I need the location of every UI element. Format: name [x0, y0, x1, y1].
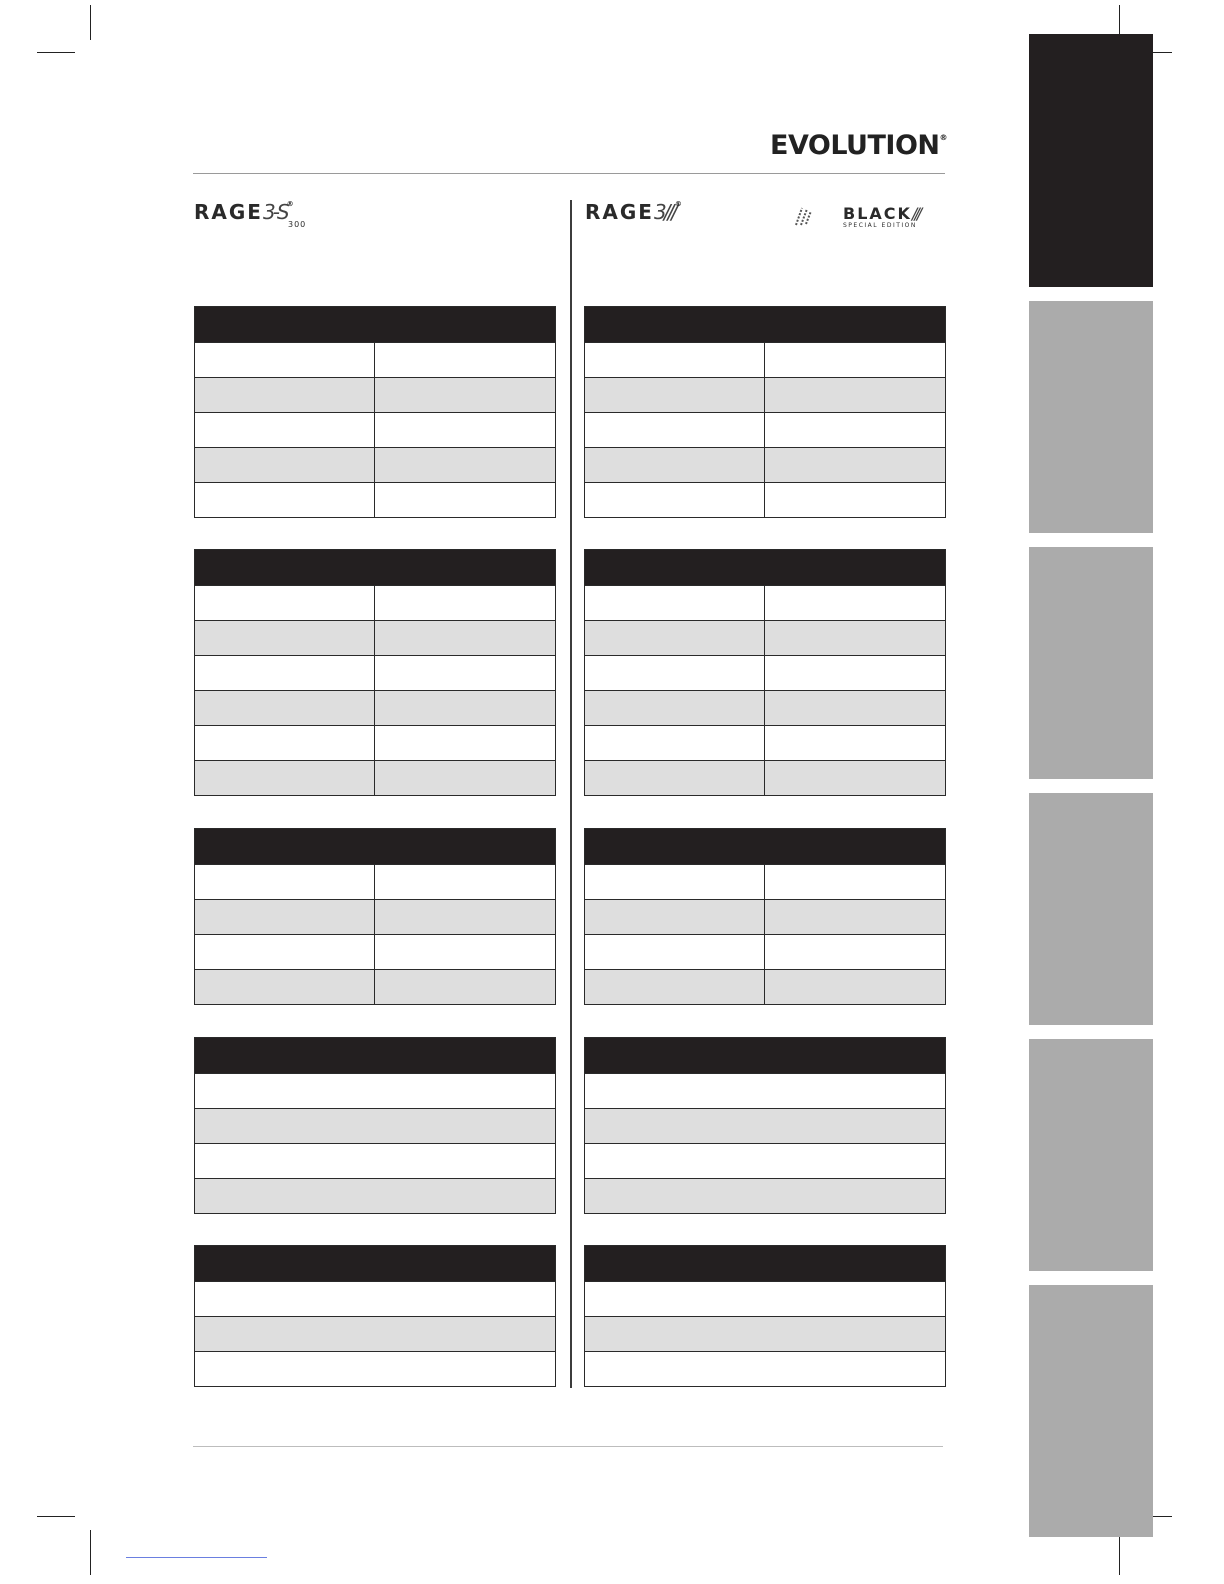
table-row	[195, 899, 555, 934]
table-row	[585, 690, 945, 725]
table-row	[585, 1143, 945, 1178]
table-row	[195, 1143, 555, 1178]
table-row	[195, 864, 555, 899]
spec-table-header	[195, 1038, 555, 1073]
spec-table-left-4	[194, 1037, 556, 1214]
spec-table-header	[585, 829, 945, 864]
table-row	[195, 1108, 555, 1143]
spec-table-right-1	[584, 306, 946, 518]
product-mark-rage3: RAGE3///®	[585, 200, 684, 224]
crop-mark	[90, 1530, 91, 1575]
table-row	[195, 412, 555, 447]
table-row	[585, 1281, 945, 1316]
brand-logo-text: EVOLUTION	[770, 130, 940, 161]
link-underline[interactable]	[126, 1557, 267, 1558]
table-row	[195, 1351, 555, 1386]
table-row	[585, 1351, 945, 1386]
spec-table-left-5	[194, 1245, 556, 1387]
table-row	[195, 342, 555, 377]
product-mark-rage3s: RAGE3-S® 300	[194, 200, 307, 229]
table-row	[195, 585, 555, 620]
spec-table-right-2	[584, 549, 946, 796]
header-rule	[193, 173, 945, 174]
column-divider	[570, 200, 572, 1388]
table-row	[195, 447, 555, 482]
spec-table-header	[195, 307, 555, 342]
spec-table-header	[585, 307, 945, 342]
edition-mark-black: BLACK/// SPECIAL EDITION	[843, 204, 920, 229]
table-row	[585, 1073, 945, 1108]
table-row	[195, 725, 555, 760]
table-row	[585, 899, 945, 934]
table-row	[585, 412, 945, 447]
table-row	[585, 969, 945, 1004]
spec-table-right-3	[584, 828, 946, 1005]
product-mark-sub: 300	[288, 220, 307, 229]
table-row	[195, 1178, 555, 1213]
spec-table-header	[195, 829, 555, 864]
crop-mark	[37, 52, 75, 53]
table-row	[195, 377, 555, 412]
spec-table-header	[585, 1038, 945, 1073]
table-row	[585, 725, 945, 760]
spec-table-left-2	[194, 549, 556, 796]
brand-reg: ®	[939, 133, 947, 142]
table-row	[195, 482, 555, 517]
footer-rule	[193, 1446, 943, 1447]
table-row	[585, 1178, 945, 1213]
spec-table-right-5	[584, 1245, 946, 1387]
crop-mark	[37, 1516, 75, 1517]
table-row	[585, 377, 945, 412]
edition-mark-sub: SPECIAL EDITION	[843, 222, 917, 229]
section-tab-2[interactable]	[1029, 301, 1153, 533]
table-row	[585, 585, 945, 620]
table-row	[195, 620, 555, 655]
table-row	[585, 620, 945, 655]
spec-table-header	[585, 1246, 945, 1281]
table-row	[195, 655, 555, 690]
section-tab-1[interactable]	[1029, 34, 1153, 287]
spec-table-left-1	[194, 306, 556, 518]
table-row	[585, 1108, 945, 1143]
table-row	[195, 1281, 555, 1316]
section-tab-4[interactable]	[1029, 793, 1153, 1025]
crop-mark	[90, 5, 91, 40]
table-row	[585, 447, 945, 482]
spec-table-header	[195, 1246, 555, 1281]
table-row	[195, 1073, 555, 1108]
table-row	[585, 864, 945, 899]
claw-icon	[792, 206, 814, 226]
table-row	[195, 690, 555, 725]
table-row	[585, 1316, 945, 1351]
table-row	[195, 1316, 555, 1351]
spec-table-header	[585, 550, 945, 585]
section-tab-3[interactable]	[1029, 547, 1153, 779]
spec-table-left-3	[194, 828, 556, 1005]
table-row	[195, 760, 555, 795]
table-row	[585, 482, 945, 517]
table-row	[585, 342, 945, 377]
table-row	[195, 969, 555, 1004]
spec-table-right-4	[584, 1037, 946, 1214]
table-row	[195, 934, 555, 969]
brand-logo	[770, 128, 946, 164]
spec-table-header	[195, 550, 555, 585]
section-tab-5[interactable]	[1029, 1039, 1153, 1271]
table-row	[585, 760, 945, 795]
table-row	[585, 655, 945, 690]
section-tab-6[interactable]	[1029, 1285, 1153, 1537]
table-row	[585, 934, 945, 969]
